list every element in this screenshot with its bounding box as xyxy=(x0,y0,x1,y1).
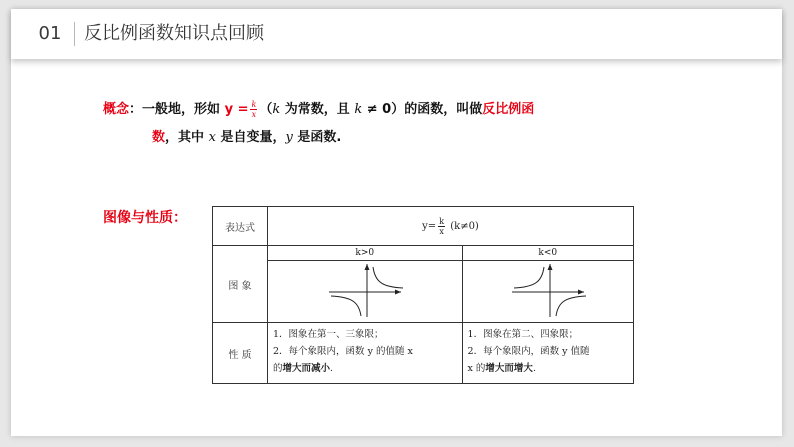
curve-quadrant-3 xyxy=(331,296,361,316)
term-part-1: 反比例函 xyxy=(482,102,535,117)
header-bar xyxy=(11,9,782,59)
condition-k-negative: k<0 xyxy=(462,246,633,261)
properties-row xyxy=(213,323,634,384)
prop-prefix: x 的 xyxy=(467,363,486,374)
concept-second-line xyxy=(103,124,643,152)
properties-label-cell xyxy=(213,323,268,384)
prop-quadrants: 1．图象在第二、四象限； xyxy=(467,329,579,340)
k-variable: k xyxy=(272,102,281,117)
prop-monotonic-a: 2．每个象限内，函数 y 的值随 x xyxy=(273,346,413,357)
concept-label: 概念 xyxy=(103,102,130,117)
expression-label-cell xyxy=(213,207,268,246)
prop-suffix: . xyxy=(532,363,536,374)
y-variable: y xyxy=(285,130,293,145)
properties-table xyxy=(212,206,634,384)
prop-emphasis: 增大而减小 xyxy=(282,363,331,374)
paren-open: （ xyxy=(259,102,273,117)
prop-prefix: 的 xyxy=(273,363,283,374)
expression-fraction xyxy=(438,217,445,236)
prop-monotonic-b xyxy=(273,360,457,377)
formula-denominator: x xyxy=(251,110,257,119)
expression-formula-cell xyxy=(268,207,634,246)
concept-text-after-2: 是自变量， xyxy=(220,130,286,145)
properties-k-negative xyxy=(462,323,633,384)
x-variable: x xyxy=(208,130,216,145)
graph-label-cell xyxy=(213,246,268,323)
formula-numerator: k xyxy=(251,100,257,109)
neq-text: ≠ 0 xyxy=(366,102,392,117)
concept-colon: ： xyxy=(129,102,143,117)
concept-text-after-1: ，其中 xyxy=(165,130,205,145)
condition-k-positive: k>0 xyxy=(268,246,463,261)
section-number: 01 xyxy=(38,23,62,44)
graph-row xyxy=(213,261,634,323)
y-axis-arrow xyxy=(364,264,369,270)
x-axis-arrow xyxy=(395,290,401,295)
graph-condition-row xyxy=(213,246,634,261)
prop-emphasis: 增大而增大 xyxy=(485,363,533,374)
expression-lhs: y= xyxy=(422,220,437,232)
expression-denominator: x xyxy=(439,226,444,236)
x-axis-arrow xyxy=(578,290,584,295)
hyperbola-k-positive-graph xyxy=(315,261,415,319)
prop-monotonic-b xyxy=(468,360,628,377)
prop-suffix: . xyxy=(330,363,334,374)
hyperbola-k-negative-graph xyxy=(498,261,598,319)
formula-fraction xyxy=(250,100,257,119)
graph-label: 图 象 xyxy=(228,280,252,292)
y-axis-arrow xyxy=(547,264,552,270)
concept-text-before: 一般地，形如 xyxy=(142,102,221,117)
curve-quadrant-1 xyxy=(373,267,403,288)
graph-cell-k-positive xyxy=(268,261,463,323)
formula-y: y = xyxy=(224,102,249,117)
concept-text-after-3: 是函数. xyxy=(297,130,342,145)
graph-cell-k-negative xyxy=(462,261,633,323)
prop-monotonic-a: 2．每个象限内，函数 y 值随 xyxy=(467,346,590,357)
properties-k-positive xyxy=(268,323,463,384)
term-part-2: 数 xyxy=(152,130,166,145)
header-divider xyxy=(74,22,75,46)
page-title: 反比例函数知识点回顾 xyxy=(84,23,264,44)
prop-quadrants: 1．图象在第一、三象限； xyxy=(273,329,384,340)
curve-quadrant-4 xyxy=(556,296,586,316)
k-variable-2: k xyxy=(354,102,363,117)
properties-label: 性 质 xyxy=(228,349,252,361)
concept-text-mid: 为常数，且 xyxy=(284,102,350,117)
expression-numerator: k xyxy=(439,216,445,226)
properties-title: 图像与性质： xyxy=(103,210,187,226)
expression-row xyxy=(213,207,634,246)
expression-label: 表达式 xyxy=(225,222,255,234)
paren-close: ）的函数，叫做 xyxy=(391,102,483,117)
concept-paragraph xyxy=(103,96,643,152)
curve-quadrant-2 xyxy=(514,267,544,288)
expression-condition: (k≠0) xyxy=(450,220,479,232)
